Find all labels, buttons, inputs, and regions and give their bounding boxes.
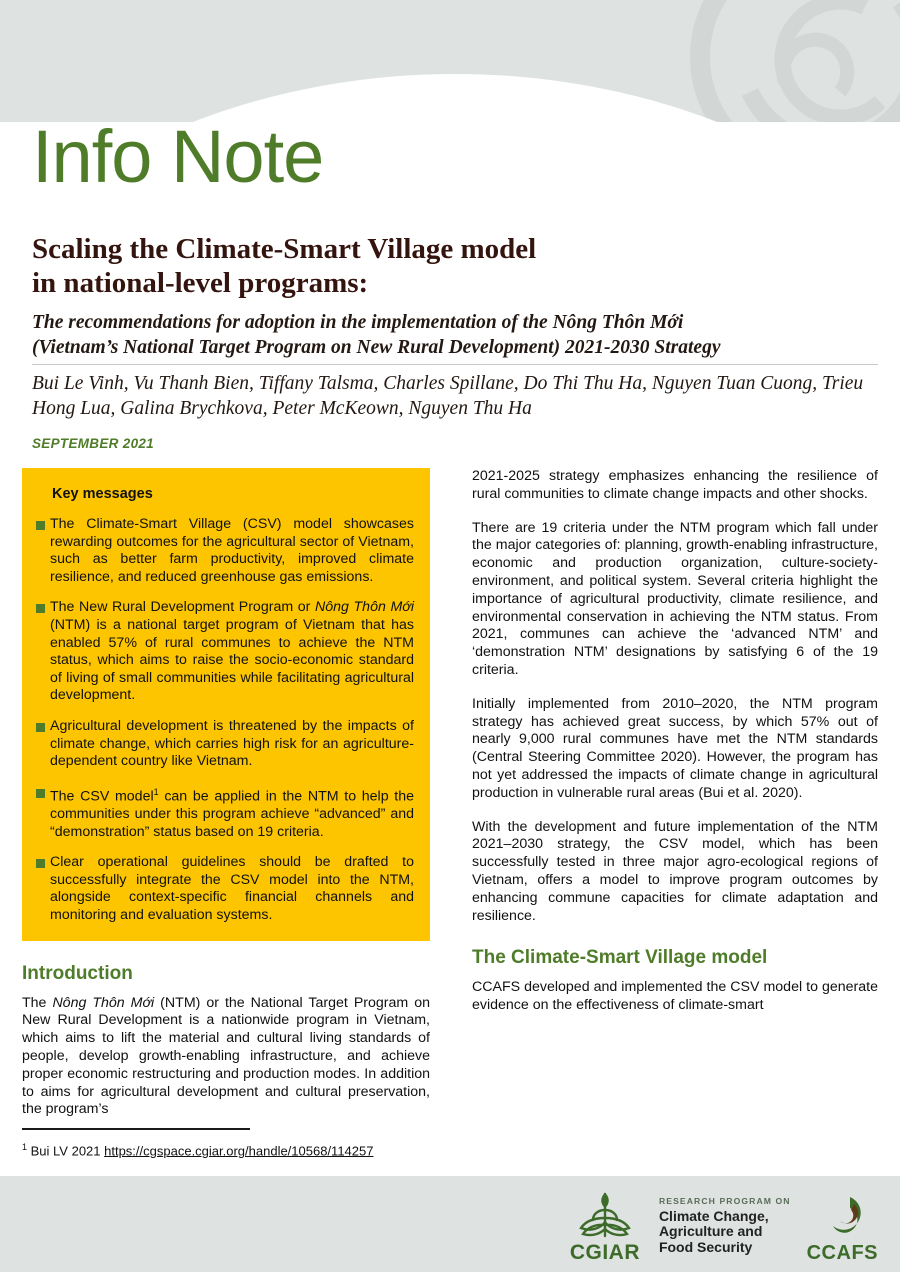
page-subtitle-line-2: (Vietnam’s National Target Program on New Rural Development) 2021-2030 Strategy xyxy=(32,337,721,358)
ccafs-program-block xyxy=(659,1197,791,1256)
key-message-text-pre: The New Rural Development Program or xyxy=(50,599,315,616)
key-message-bullet-icon xyxy=(36,521,45,530)
footnote-area xyxy=(22,1128,430,1159)
page-subtitle xyxy=(32,310,878,360)
publication-date: SEPTEMBER 2021 xyxy=(32,436,154,451)
key-message-bullet-icon xyxy=(36,723,45,732)
key-message-item xyxy=(36,599,414,705)
footnote-citation: Bui LV 2021 xyxy=(30,1143,105,1159)
key-message-text xyxy=(50,718,414,771)
title-divider xyxy=(32,364,878,365)
footnote-divider xyxy=(22,1128,250,1130)
key-message-text-pre: Agricultural development is threatened by the impacts of climate change, which carries high risk for an agriculture-dependent country like Vietnam. xyxy=(50,717,414,770)
footer-logos xyxy=(567,1188,878,1265)
right-paragraph-1: 2021-2025 strategy emphasizes enhancing the resilience of rural communities to climate change impacts and other shocks. xyxy=(472,468,878,502)
key-message-text xyxy=(50,784,414,842)
cgiar-logo-label: CGIAR xyxy=(569,1241,641,1264)
header-band xyxy=(0,0,900,122)
page-title-line-1: Scaling the Climate-Smart Village model xyxy=(32,233,537,265)
spiral-swirl-decoration-icon xyxy=(690,0,900,122)
page-title xyxy=(32,232,872,300)
key-messages-heading: Key messages xyxy=(52,486,153,502)
key-message-bullet-icon xyxy=(36,859,45,868)
key-messages-box xyxy=(22,468,430,941)
key-message-bullet-icon xyxy=(36,789,45,798)
intro-text-italic: Nông Thôn Mới xyxy=(52,994,155,1011)
footnote-link[interactable]: https://cgspace.cgiar.org/handle/10568/114257 xyxy=(104,1143,374,1159)
key-message-text-post: can be applied in the NTM to help the communities under this program achieve “advanced” and “demonstration” status based on 19 criteria. xyxy=(50,788,414,840)
ccafs-name-line-2: Agriculture and xyxy=(658,1223,763,1240)
ccafs-name-line-1: Climate Change, xyxy=(658,1207,769,1224)
footnote-marker: 1 xyxy=(22,1142,28,1152)
cgiar-wheat-logo-icon xyxy=(567,1188,643,1240)
left-column xyxy=(22,468,430,1119)
right-paragraph-4: With the development and future implementation of the NTM 2021–2030 strategy, the CSV model, which has been successfully tested in three major agro-ecological regions of Vietnam, offers a model to improve program outcomes by enhancing commune capacities for climate adaptation and resilience. xyxy=(472,818,878,924)
key-message-item xyxy=(36,854,414,924)
key-message-text xyxy=(50,854,414,924)
key-message-item xyxy=(36,718,414,771)
key-message-item xyxy=(36,516,414,586)
key-message-text xyxy=(50,516,414,586)
page-title-line-2: in national-level programs: xyxy=(32,267,369,299)
intro-text-pre: The xyxy=(22,994,53,1011)
key-message-text xyxy=(50,599,414,705)
introduction-paragraph xyxy=(22,995,430,1120)
ccafs-name-line-3: Food Security xyxy=(658,1239,753,1256)
page-masthead: Info Note xyxy=(32,115,324,198)
author-list: Bui Le Vinh, Vu Thanh Bien, Tiffany Talsma, Charles Spillane, Do Thi Thu Ha, Nguyen Tuan Cuong, Trieu Hong Lua, Galina Brychkova, Peter McKeown, Nguyen Thu Ha xyxy=(32,373,864,419)
right-paragraph-3: Initially implemented from 2010–2020, the NTM program strategy has achieved great success, by which 57% out of nearly 9,000 rural communes have met the NTM standards (Central Steering Committee 2020). However, the program has not yet addressed the impacts of climate change in agricultural production in vulnerable rural areas (Bui et al. 2020). xyxy=(472,695,878,801)
cgiar-logo xyxy=(567,1188,643,1265)
key-message-text-pre: Clear operational guidelines should be drafted to successfully integrate the CSV model into the NTM, alongside context-specific financial channels and monitoring and evaluation systems. xyxy=(50,854,414,924)
footnote-text xyxy=(22,1139,430,1159)
ccafs-program-text xyxy=(659,1197,791,1256)
key-message-text-pre: The Climate-Smart Village (CSV) model showcases rewarding outcomes for the agricultural sector of Vietnam, such as better farm productivity, improved climate resilience, and reduced greenhouse gas emissions. xyxy=(50,516,414,585)
intro-text-post: (NTM) or the National Target Program on New Rural Development is a nationwide program in Vietnam, which aims to lift the material and cultural living standards of people, develop growth-enabling infrastructure, and achieve proper economic restructuring and production modes. In addition to aims for agricultural development and cultural preservation, the program’s xyxy=(22,994,430,1118)
ccafs-spiral-logo-icon xyxy=(813,1188,871,1240)
key-message-item xyxy=(36,784,414,842)
section-heading-introduction: Introduction xyxy=(22,962,133,984)
page-subtitle-line-1: The recommendations for adoption in the implementation of the Nông Thôn Mới xyxy=(32,312,684,333)
key-message-text-post: (NTM) is a national target program of Vietnam that has enabled 57% of rural communes to achieve the NTM status, which aims to raise the socio-economic standard of living of small communities while facilitating agricultural development. xyxy=(50,616,414,704)
right-paragraph-2: There are 19 criteria under the NTM program which fall under the major categories of: planning, growth-enabling infrastructure, economic and production organization, culture-society-environment, and political system. Several criteria highlight the importance of agricultural productivity, climate resilience, and environmental conservation in achieving the NTM status. From 2021, communes can achieve the ‘advanced NTM’ and ‘demonstration NTM’ designations by satisfying 6 of the 19 criteria. xyxy=(472,519,878,678)
key-message-text-pre: The CSV model xyxy=(50,788,154,805)
right-paragraph-5: CCAFS developed and implemented the CSV model to generate evidence on the effectiveness of climate-smart xyxy=(472,979,878,1014)
key-message-text-italic: Nông Thôn Mới xyxy=(314,599,414,616)
key-message-bullet-icon xyxy=(36,604,45,613)
ccafs-logo xyxy=(807,1188,878,1265)
section-heading-csv-model: The Climate-Smart Village model xyxy=(472,947,768,969)
ccafs-logo-label: CCAFS xyxy=(806,1242,878,1264)
key-message-footnote-marker: 1 xyxy=(153,786,159,797)
key-messages-list xyxy=(36,516,414,925)
ccafs-kicker: RESEARCH PROGRAM ON xyxy=(658,1196,791,1207)
right-column xyxy=(472,468,878,1015)
